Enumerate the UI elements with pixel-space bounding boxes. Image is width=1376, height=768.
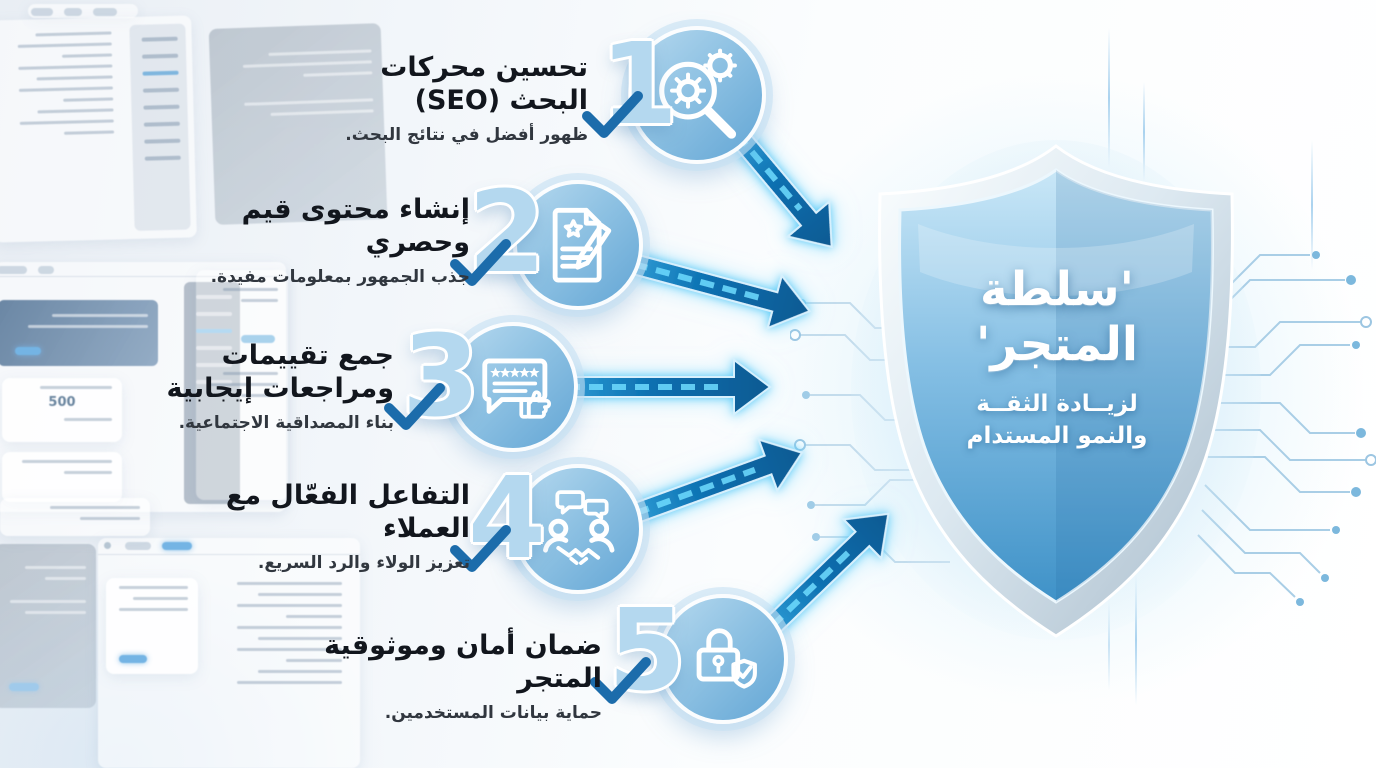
bg-line [45,577,86,580]
bg-line [18,86,113,91]
bg-cta-button [9,683,39,691]
step1-title-line1: تحسين محركات [380,52,588,83]
bg-line [36,31,112,36]
bg-menu-row [144,139,180,144]
step4-number [468,454,546,584]
bg-tab-pill [93,8,117,16]
bg-line [237,604,342,607]
step2-number [468,168,546,298]
bg-line [80,517,140,520]
step1-subtitle: ظهور أفضل في نتائج البحث. [345,124,588,145]
bg-line [37,75,113,80]
step5-subtitle: حماية بيانات المستخدمين. [384,702,602,723]
bg-line [64,418,112,421]
check-icon [582,90,644,140]
bg-cta-button [15,347,41,355]
step3-number-text: 3 [402,312,480,442]
bg-avatar [104,542,111,549]
step1-title-line2: البحث (SEO) [414,84,588,116]
bg-line [17,42,112,47]
step2-title-line2: وحصري [365,226,470,258]
shield-title-line1: 'سلطة [979,262,1135,317]
bg-line [10,600,87,603]
step5-number [608,586,686,716]
step4-title-line1: التفاعل الفعّال مع [225,480,470,511]
bg-line [223,288,278,291]
decor-vertical-line [1311,140,1313,270]
step2-title-line1: إنشاء محتوى قيم [241,194,470,225]
bg-line [40,386,112,389]
bg-list-items [0,23,124,136]
bg-stat-value: 500 [48,395,76,410]
bg-line [25,566,86,569]
bg-menu-row-active [143,71,179,76]
bg-line [38,108,114,113]
bg-tab-pill [31,8,53,16]
step2-subtitle: جذب الجمهور بمعلومات مفيدة. [210,266,470,287]
bg-line [237,626,342,629]
step1-number-text: 1 [600,20,678,150]
shield-title-line2: المتجر' [976,317,1138,373]
step1-number [600,20,678,150]
bg-line [52,314,148,317]
bg-pill [125,542,151,550]
bg-button [119,655,147,663]
step4-text [202,480,470,573]
bg-tab-pill [64,8,82,16]
bg-menu-row [145,156,181,161]
step3-subtitle: بناء المصداقية الاجتماعية. [178,412,394,433]
bg-line [18,64,113,69]
shield-subtitle-line1: لزيــادة الثقــة [976,390,1138,417]
bg-line [237,582,342,585]
bg-menu-row [144,122,180,127]
step5-text [258,630,602,723]
bg-line [241,299,278,302]
step2-number-text: 2 [468,168,546,298]
bg-line [28,325,148,328]
bg-sidebar-menu [129,24,190,231]
bg-line [119,586,188,589]
bg-list-panel [0,15,197,242]
bg-menu-row [143,88,179,93]
step4-number-text: 4 [468,454,546,584]
step1-text [318,52,588,145]
bg-line [286,615,342,618]
bg-line [133,597,188,600]
bg-note-card [106,578,198,674]
bg-stat-card [2,378,122,442]
bg-line [50,506,140,509]
bg-small-cards [0,498,150,536]
bg-line [258,593,342,596]
step3-title-line2: ومراجعات إيجابية [166,372,394,404]
shield-subtitle-line2: والنمو المستدام [966,423,1148,450]
bg-menu-row [142,54,178,59]
bg-line [19,119,114,124]
bg-line [119,608,188,611]
bg-menu-row [142,37,178,42]
bg-line [25,611,86,614]
step4-title-line2: العملاء [382,512,470,544]
step5-number-text: 5 [608,586,686,716]
bg-dark-card-bottom [0,544,96,708]
bg-menu-row [143,105,179,110]
bg-tab-bar [28,4,138,18]
bg-line [62,53,112,57]
step5-title-line1: ضمان أمان وموثوقية المتجر [324,630,602,694]
bg-button [162,542,192,550]
bg-pill [0,266,27,274]
bg-card [2,452,122,502]
step3-title-line1: جمع تقييمات [221,340,394,371]
bg-line [64,130,114,134]
bg-line [64,471,112,474]
bg-line [63,97,113,101]
bg-line [22,460,112,463]
step2-text [202,194,470,287]
shield-text-block [900,262,1214,452]
step4-subtitle: تعزيز الولاء والرد السريع. [257,552,470,573]
step3-number [402,312,480,442]
step3-text [128,340,394,433]
bg-pill [38,266,54,274]
